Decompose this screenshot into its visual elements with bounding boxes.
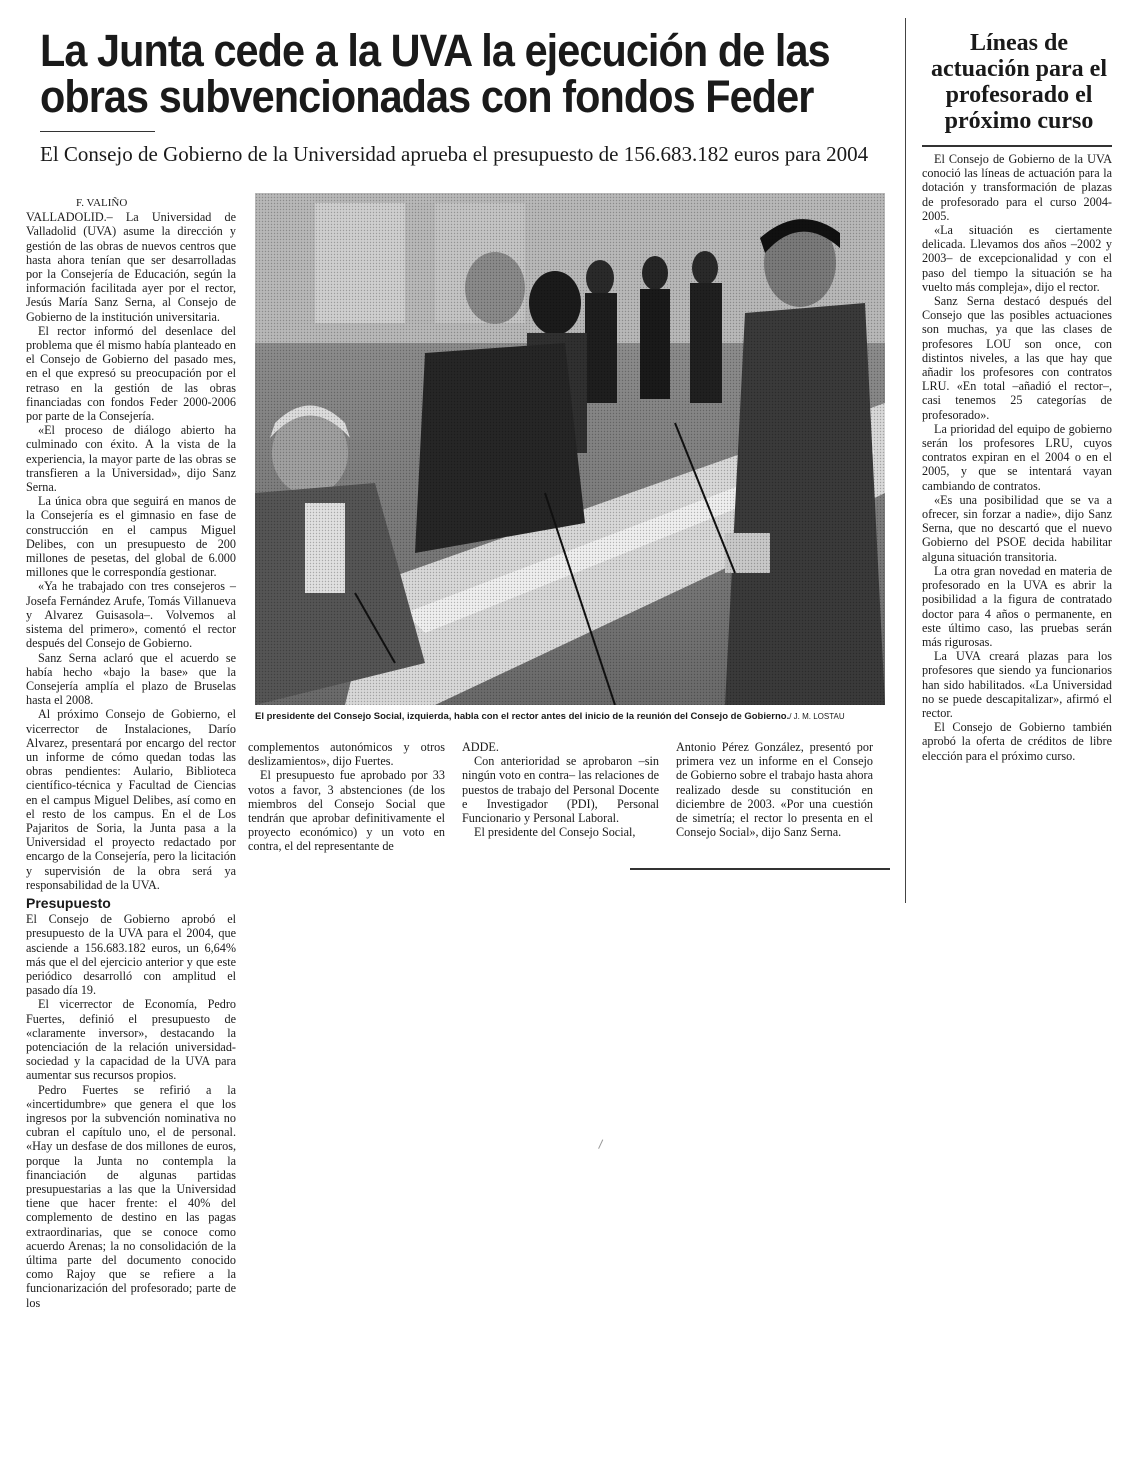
sidebar-body (922, 152, 1112, 763)
article-paragraph: «El proceso de diálogo abierto ha culminado con éxito. A la vista de la experiencia, la mayor parte de las obras se transfieren a la Universidad», dijo Sanz Serna. (26, 423, 236, 495)
article-paragraph: complementos autonómicos y otros deslizamientos», dijo Fuertes. (248, 740, 445, 769)
byline: F. VALIÑO (76, 197, 128, 209)
sidebar-title-rule (922, 145, 1112, 147)
article-paragraph: Sanz Serna aclaró que el acuerdo se había hecho «bajo la base» que la Consejería amplía el plazo de Bruselas hasta el 2008. (26, 650, 236, 708)
article-column-3 (462, 740, 659, 839)
article-paragraph: El rector informó del desenlace del problema que él mismo había planteado en el Consejo de Gobierno del pasado mes, en el que expresó su preocupación por el retraso en la gestión de las obras financiadas con fondos Feder 2000-2006 por parte de la Consejería. (26, 323, 236, 424)
sidebar-paragraph: La prioridad del equipo de gobierno serán los profesores LRU, cuyos contratos expiran en el 2004 o en el 2005, y que se intentará vayan cambiando de contratos. (922, 421, 1112, 493)
article-paragraph: ADDE. (462, 740, 499, 754)
article-column-1 (26, 196, 236, 1310)
sidebar-paragraph: «La situación es ciertamente delicada. Llevamos dos años –2002 y 2003– de excepcionalidad y con el paso del tiempo la situación se ha vuelto más compleja», dijo el rector. (922, 223, 1112, 294)
article-end-rule (630, 868, 890, 870)
sidebar-divider (905, 18, 906, 903)
article-paragraph: Pedro Fuertes se refirió a la «incertidumbre» que genera el que los ingresos por la subvención nominativa no cubran el capítulo uno, el de personal. «Hay un desfase de dos millones de euros, porque la Junta no contempla la financiación de algunas partidas presupuestarias a las que la Universidad tiene que hacer frente: el 40% del complemento de destino en las pagas extraordinarias, que se conoce como acuerdo Arenas; la no consolidación de la última parte del documento conocido como Rajoy que se refiere a la funcionarización del profesorado; parte de los (26, 1082, 236, 1310)
headline-divider (40, 131, 155, 132)
sidebar-title: Líneas de actuación para el profesorado el próximo curso (931, 30, 1107, 134)
sidebar-paragraph: El Consejo de Gobierno de la UVA conoció las líneas de actuación para la dotación y transformación de plazas de profesorado para el curso 2004-2005. (922, 152, 1112, 223)
sidebar-paragraph: Sanz Serna destacó después del Consejo que las posibles actuaciones son muchas, ya que las clases de profesores LOU son once, con distintos niveles, a las que hay que añadir los profesores con contratos LRU. «En total –añadió el rector–, casi tenemos 25 categorías de profesorado». (922, 294, 1112, 422)
news-photo (255, 193, 885, 705)
sidebar-paragraph: «Es una posibilidad que se va a ofrecer, sin forzar a nadie», dijo Sanz Serna, que no descartó que el nuevo Gobierno del PSOE decida habilitar alguna situación transitoria. (922, 492, 1112, 564)
sidebar-paragraph: La otra gran novedad en materia de profesorado en la UVA es abrir la posibilidad a la figura de contratado doctor para 4 años o permanente, en este último caso, las pruebas serán más rigurosas. (922, 563, 1112, 649)
article-paragraph: La única obra que seguirá en manos de la Consejería es el gimnasio en fase de construcción en el campus Miguel Delibes, con un presupuesto de 200 millones de pesetas, del global de 6.000 millones que le correspondía gestionar. (26, 494, 236, 580)
section-subtitle: Presupuesto (26, 894, 111, 911)
sidebar-paragraph: La UVA creará plazas para los profesores que siendo ya funcionarios han sido habilitados. «La Universidad no se puede descapitalizar», afirmó el rector. (922, 649, 1112, 720)
subheadline: El Consejo de Gobierno de la Universidad aprueba el presupuesto de 156.683.182 euros para 2004 (40, 142, 869, 166)
article-paragraph: VALLADOLID.– La Universidad de Valladolid (UVA) asume la dirección y gestión de las obras de nuevos centros que hasta ahora tenían que ser desarrolladas por la Consejería de Educación, según la información facilitada ayer por el rector, Jesús María Sanz Serna, al Consejo de Gobierno de la institución universitaria. (26, 210, 236, 324)
photo-caption-text: El presidente del Consejo Social, izquierda, habla con el rector antes del inicio de la reunión del Consejo de Gobierno. (255, 711, 790, 722)
headline: La Junta cede a la UVA la ejecución de las obras subvencionadas con fondos Feder (40, 25, 830, 122)
article-paragraph: El presidente del Consejo Social, (474, 825, 636, 840)
article-column-2 (248, 740, 445, 854)
article-paragraph: El vicerrector de Economía, Pedro Fuertes, definió el presupuesto de «claramente inversor», destacando la potenciación de la relación universidad-sociedad y la capacidad de la UVA para aumentar sus recursos propios. (26, 997, 236, 1083)
article-column-4 (676, 740, 873, 839)
photo-credit: / J. M. LOSTAU (789, 712, 845, 721)
scan-mark (598, 1139, 607, 1150)
article-paragraph: Antonio Pérez González, presentó por primera vez un informe en el Consejo de Gobierno sobre el trabajo hasta ahora realizado desde su constitución en diciembre de 2003. «Por una cuestión de simetría; el rector lo presenta en el Consejo Social», dijo Sanz Serna. (676, 740, 873, 840)
photo-caption (255, 711, 895, 723)
article-paragraph: Con anterioridad se aprobaron –sin ningún voto en contra– las relaciones de puestos de trabajo del Personal Docente e Investigador (PDI), Personal Funcionario y Personal Laboral. (462, 754, 659, 826)
article-paragraph: Al próximo Consejo de Gobierno, el vicerrector de Instalaciones, Darío Alvarez, presentará por encargo del rector un informe de cómo quedan todas las obras pendientes: Aulario, Biblioteca científico-técnica y Facultad de Ciencias en el campus Miguel Delibes, así como en el resto de los campus. En el de Los Pajaritos de Soria, la Junta pasa a la Universidad el proyecto redactado por encargo de la Consejería, pero la licitación y supervisión de la obra será ya responsabilidad de la UVA. (26, 707, 236, 892)
article-paragraph: «Ya he trabajado con tres consejeros –Josefa Fernández Arufe, Tomás Villanueva y Alvarez Guisasola–. Volvemos al sistema del primero», comentó el rector después del Consejo de Gobierno. (26, 579, 236, 651)
article-paragraph: El Consejo de Gobierno aprobó el presupuesto de la UVA para el 2004, que asciende a 156.683.182 euros, un 6,64% más que el del ejercicio anterior y que este periódico desarrolló con amplitud el pasado día 19. (26, 912, 236, 998)
sidebar-paragraph: El Consejo de Gobierno también aprobó la oferta de créditos de libre elección para el próximo curso. (922, 720, 1112, 763)
article-paragraph: El presupuesto fue aprobado por 33 votos a favor, 3 abstenciones (de los miembros del Consejo Social que tendrán que aprobar definitivamente el proyecto económico) y un voto en contra, el del representante de (248, 768, 445, 854)
news-photo-illustration (255, 193, 885, 705)
